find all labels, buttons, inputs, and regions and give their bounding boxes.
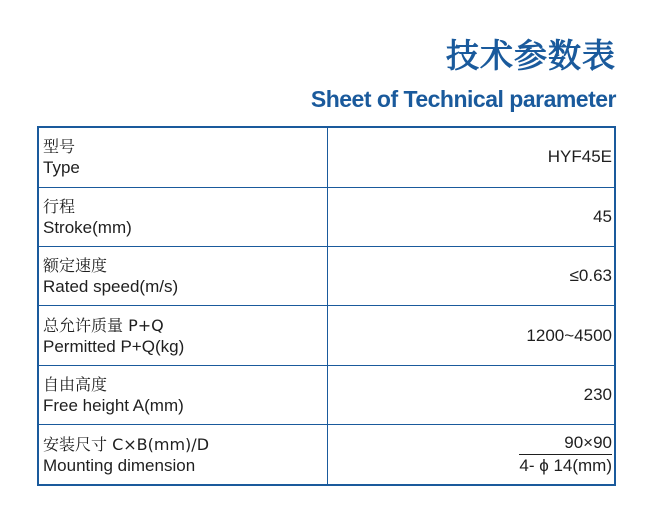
label-english: Type	[43, 158, 80, 178]
table-row-mounting-dimension	[38, 425, 615, 485]
value-cell: 230	[327, 365, 615, 424]
label-chinese: 行程	[43, 196, 76, 216]
label-cell	[38, 187, 327, 246]
label-chinese: 安装尺寸 C×B(mm)/D	[43, 434, 210, 454]
table-row-permitted-mass	[38, 306, 615, 365]
label-english: Mounting dimension	[43, 455, 196, 475]
table-row-type	[38, 127, 615, 187]
label-english: Rated speed(m/s)	[43, 277, 179, 297]
table-row-stroke	[38, 187, 615, 246]
value-cell	[327, 425, 615, 485]
label-cell	[38, 425, 327, 485]
label-chinese: 总允许质量 P+Q	[43, 315, 164, 335]
value-cell: 1200~4500	[327, 306, 615, 365]
value-cell: ≤0.63	[327, 246, 615, 305]
value-cell: HYF45E	[327, 127, 615, 187]
label-english: Free height A(mm)	[43, 396, 184, 416]
table-row-rated-speed	[38, 246, 615, 305]
label-chinese: 自由高度	[43, 375, 108, 395]
table-row-free-height	[38, 365, 615, 424]
label-cell	[38, 306, 327, 365]
value-cell: 45	[327, 187, 615, 246]
label-cell	[38, 246, 327, 305]
label-english: Stroke(mm)	[43, 217, 132, 237]
label-chinese: 额定速度	[43, 256, 108, 276]
mounting-fraction	[519, 432, 612, 477]
technical-parameter-table	[37, 126, 616, 486]
page-title-chinese: 技术参数表	[446, 36, 616, 75]
label-chinese: 型号	[43, 137, 76, 157]
label-cell	[38, 365, 327, 424]
label-cell	[38, 127, 327, 187]
label-english: Permitted P+Q(kg)	[43, 336, 185, 356]
page-title-english: Sheet of Technical parameter	[310, 86, 616, 112]
mounting-value-bottom: 4- ϕ 14(mm)	[519, 456, 612, 476]
mounting-value-top: 90×90	[519, 432, 612, 455]
